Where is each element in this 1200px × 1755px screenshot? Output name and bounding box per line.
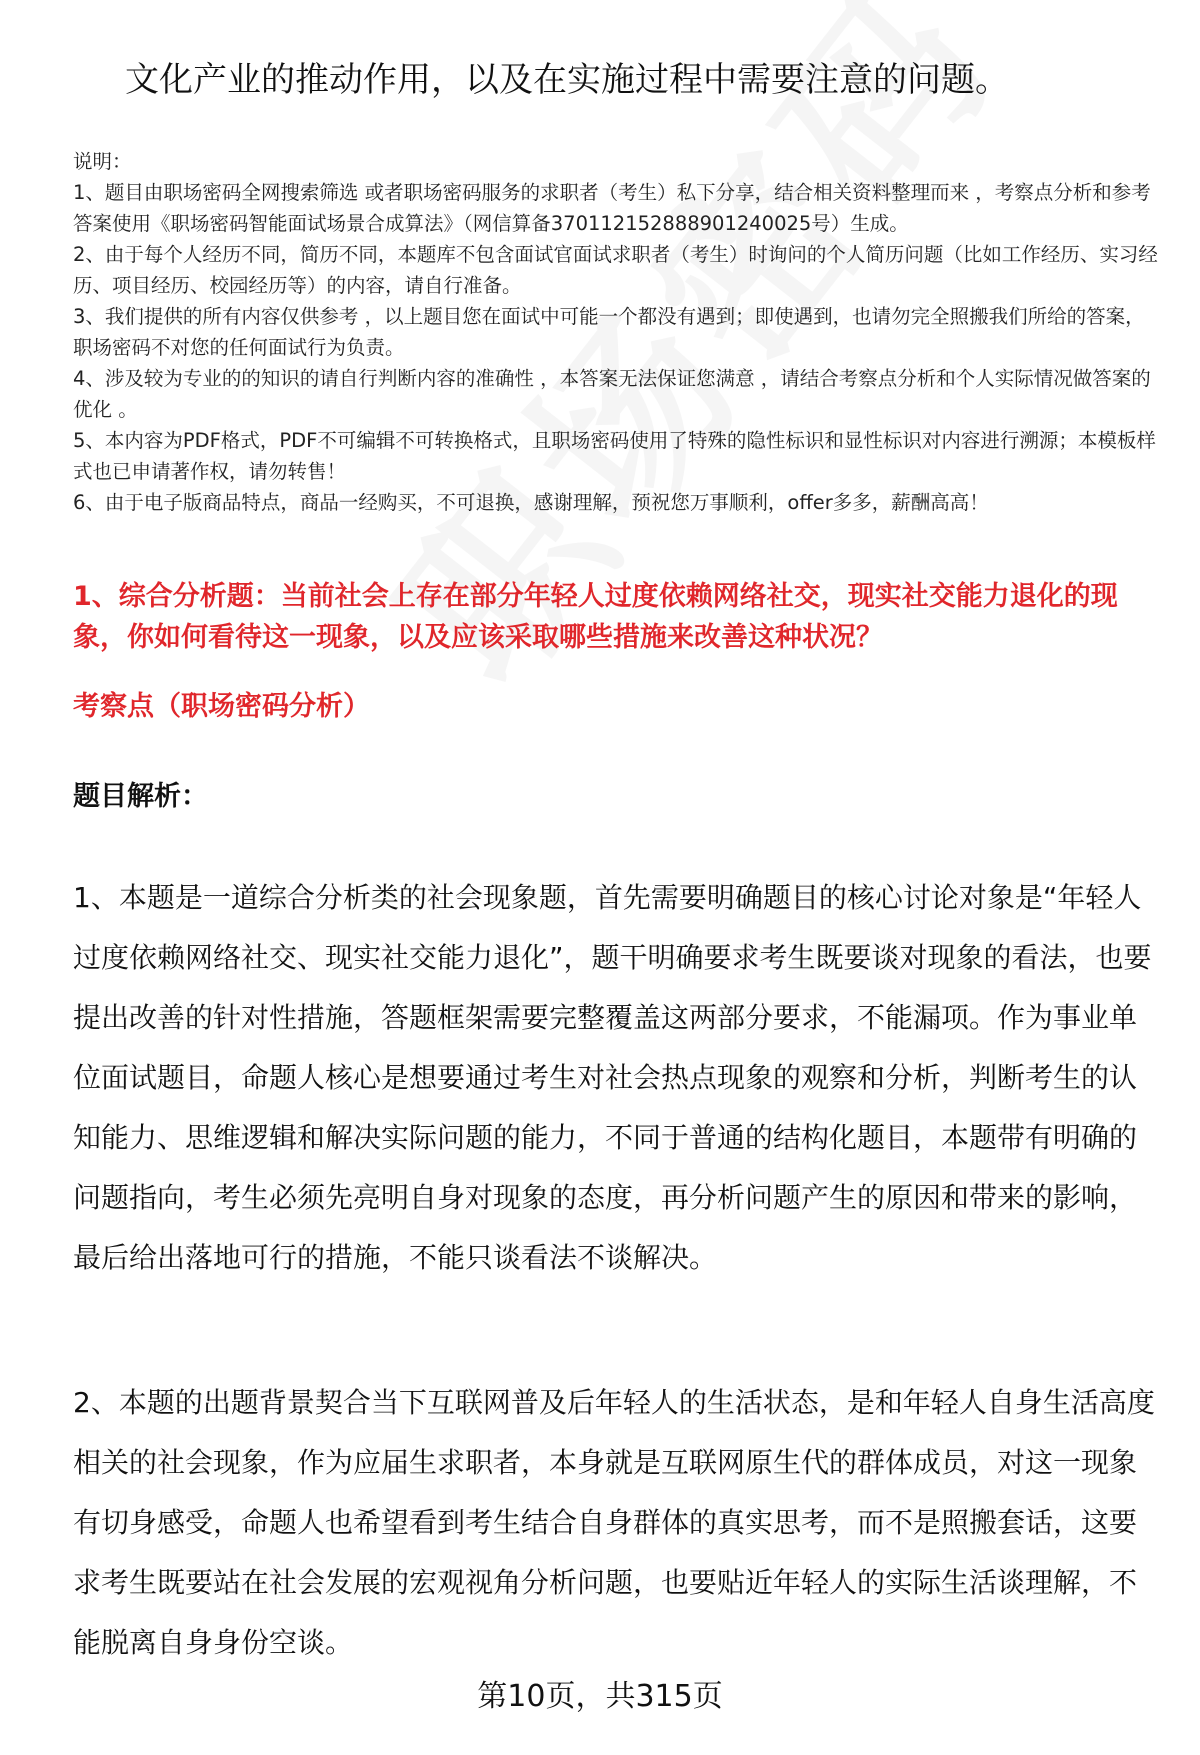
note-item: 1、题目由职场密码全网搜索筛选 或者职场密码服务的求职者（考生）私下分享，结合相关资料整理而来 ，考察点分析和参考答案使用《职场密码智能面试场景合成算法》（网信算备370112152888901240025号）生成。 bbox=[73, 181, 1151, 235]
analysis-paragraph-1: 1、本题是一道综合分析类的社会现象题，首先需要明确题目的核心讨论对象是“年轻人过度依赖网络社交、现实社交能力退化”，题干明确要求考生既要谈对现象的看法，也要提出改善的针对性措施，答题框架需要完整覆盖这两部分要求，不能漏项。作为事业单位面试题目，命题人核心是想要通过考生对社会热点现象的观察和分析，判断考生的认知能力、思维逻辑和解决实际问题的能力，不同于普通的结构化题目，本题带有明确的问题指向，考生必须先亮明自身对现象的态度，再分析问题产生的原因和带来的影响，最后给出落地可行的措施，不能只谈看法不谈解决。 bbox=[73, 881, 1152, 1274]
analysis-heading: 题目解析： bbox=[73, 781, 208, 812]
page-number: 第10页，共315页 bbox=[477, 1679, 723, 1714]
analysis-paragraph-2: 2、本题的出题背景契合当下互联网普及后年轻人的生活状态，是和年轻人自身生活高度相关的社会现象，作为应届生求职者，本身就是互联网原生代的群体成员，对这一现象有切身感受，命题人也希望看到考生结合自身群体的真实思考，而不是照搬套话，这要求考生既要站在社会发展的宏观视角分析问题，也要贴近年轻人的实际生活谈理解，不能脱离自身身份空谈。 bbox=[73, 1386, 1155, 1659]
notes-heading: 说明： bbox=[73, 150, 132, 173]
note-item: 2、由于每个人经历不同，简历不同，本题库不包含面试官面试求职者（考生）时询问的个人简历问题（比如工作经历、实习经历、项目经历、校园经历等）的内容，请自行准备。 bbox=[73, 243, 1158, 297]
note-item: 5、本内容为PDF格式，PDF不可编辑不可转换格式，且职场密码使用了特殊的隐性标识和显性标识对内容进行溯源；本模板样式也已申请著作权，请勿转售！ bbox=[73, 429, 1156, 483]
notes-section bbox=[73, 146, 1163, 518]
note-item: 3、我们提供的所有内容仅供参考 ，以上题目您在面试中可能一个都没有遇到；即使遇到，也请勿完全照搬我们所给的答案，职场密码不对您的任何面试行为负责。 bbox=[73, 305, 1145, 359]
note-item: 6、由于电子版商品特点，商品一经购买，不可退换，感谢理解，预祝您万事顺利，offer多多，薪酬高高！ bbox=[73, 491, 989, 514]
exam-point-heading: 考察点（职场密码分析） bbox=[73, 691, 370, 722]
note-item: 4、涉及较为专业的的知识的请自行判断内容的准确性 ，本答案无法保证您满意 ，请结合考察点分析和个人实际情况做答案的优化 。 bbox=[73, 367, 1151, 421]
question-title: 1、综合分析题：当前社会上存在部分年轻人过度依赖网络社交，现实社交能力退化的现象，你如何看待这一现象，以及应该采取哪些措施来改善这种状况？ bbox=[73, 581, 1118, 653]
page-header-title: 文化产业的推动作用，以及在实施过程中需要注意的问题。 bbox=[125, 60, 1009, 100]
